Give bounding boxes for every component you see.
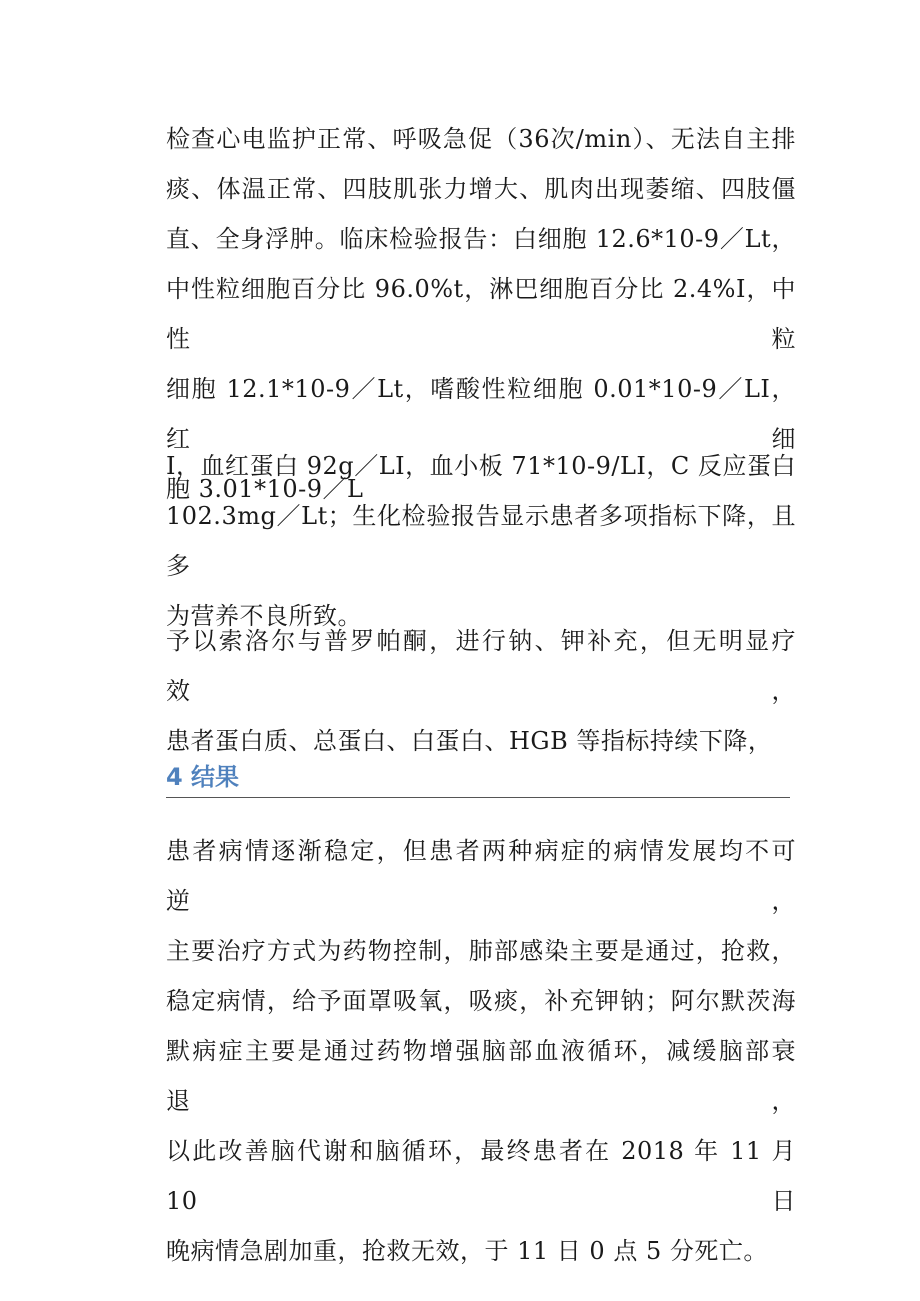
paragraph-treatment — [166, 616, 796, 766]
text-line: 为营养不良所致。 — [166, 602, 362, 630]
text-line: 稳定病情，给予面罩吸氧，吸痰，补充钾钠；阿尔默茨海 — [166, 987, 796, 1015]
text-line: 晚病情急剧加重，抢救无效，于 11 日 0 点 5 分死亡。 — [166, 1237, 768, 1265]
text-line: 102.3mg／Lt；生化检验报告显示患者多项指标下降，且多 — [166, 502, 796, 580]
text-line: I，血红蛋白 92g／LI，血小板 71*10-9/LI，C 反应蛋白 — [166, 452, 796, 480]
text-line: 细胞 12.1*10-9／Lt，嗜酸性粒细胞 0.01*10-9／LI，红细 — [166, 375, 796, 453]
text-line: 予以索洛尔与普罗帕酮，进行钠、钾补充，但无明显疗效， — [166, 627, 796, 705]
text-line: 患者病情逐渐稳定，但患者两种病症的病情发展均不可逆， — [166, 837, 796, 915]
text-line: 患者蛋白质、总蛋白、白蛋白、HGB 等指标持续下降， — [166, 727, 773, 755]
paragraph-lab-results — [166, 441, 796, 641]
text-line: 主要治疗方式为药物控制，肺部感染主要是通过，抢救， — [166, 937, 796, 965]
text-line: 以此改善脑代谢和脑循环，最终患者在 2018 年 11 月 10 日 — [166, 1137, 796, 1215]
text-line: 胞 3.01*10-9／L — [166, 475, 364, 503]
text-line: 中性粒细胞百分比 96.0%t，淋巴细胞百分比 2.4%I，中性粒 — [166, 275, 796, 353]
text-line: 默病症主要是通过药物增强脑部血液循环，减缓脑部衰退， — [166, 1037, 796, 1115]
text-line: 直、全身浮肿。临床检验报告：白细胞 12.6*10-9／Lt， — [166, 225, 796, 253]
text-line: 检查心电监护正常、呼吸急促（36次/min）、无法自主排 — [166, 125, 796, 153]
section-heading-results: 4 结果 — [166, 757, 790, 798]
text-line: 痰、体温正常、四肢肌张力增大、肌肉出现萎缩、四肢僵 — [166, 175, 796, 203]
paragraph-outcome — [166, 826, 796, 1276]
